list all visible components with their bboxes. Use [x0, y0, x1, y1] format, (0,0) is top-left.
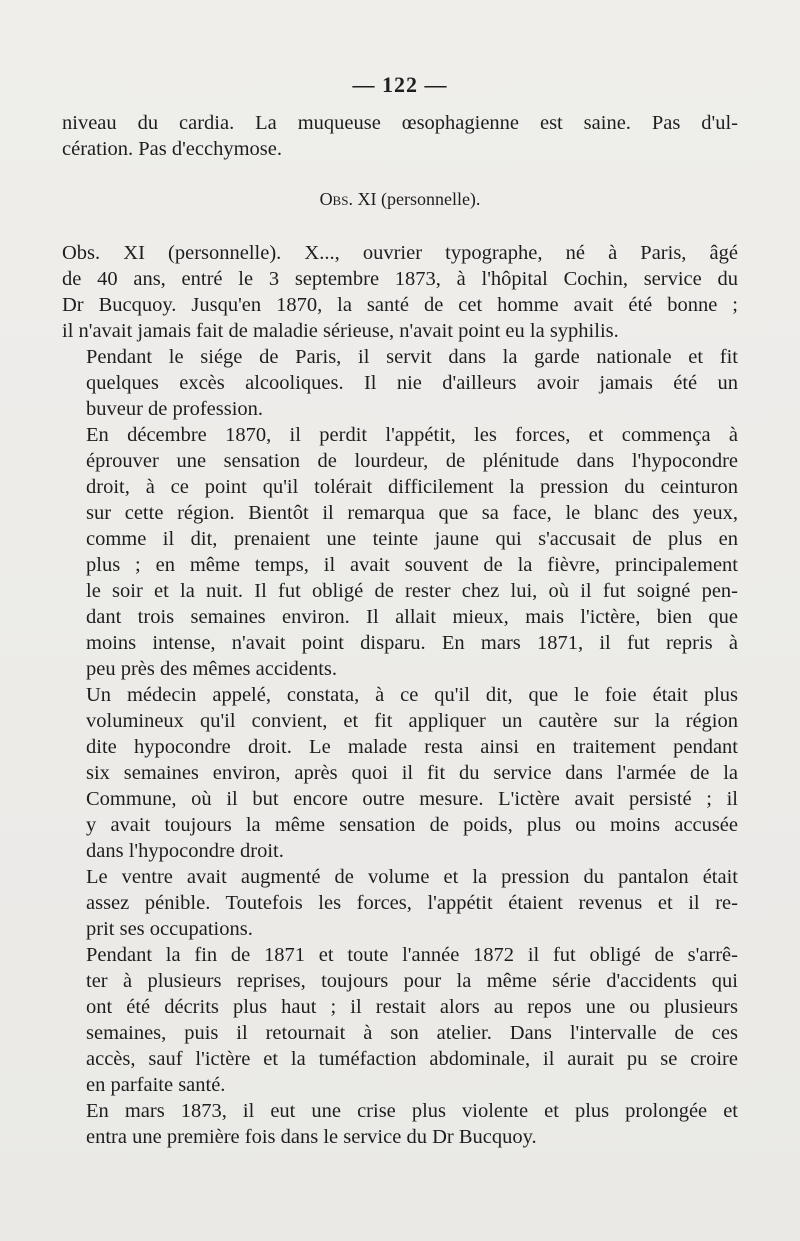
page-number: — 122 — — [352, 72, 448, 97]
text-line: dite hypocondre droit. Le malade resta ainsi en traitement pendant — [86, 736, 738, 758]
text-line: il n'avait jamais fait de maladie sérieuse, n'avait point eu la syphilis. — [62, 320, 619, 342]
text-line: ont été décrits plus haut ; il restait alors au repos une ou plusieurs — [86, 996, 738, 1018]
text-line: Le ventre avait augmenté de volume et la pression du pantalon était — [86, 866, 738, 888]
text-line: cération. Pas d'ecchymose. — [62, 138, 283, 160]
text-line: assez pénible. Toutefois les forces, l'appétit étaient revenus et il re- — [86, 892, 738, 914]
text-line: En mars 1873, il eut une crise plus violente et plus prolongée et — [86, 1100, 738, 1122]
text-line: éprouver une sensation de lourdeur, de plénitude dans l'hypocondre — [86, 450, 738, 472]
observation-heading — [0, 189, 800, 210]
text-line: volumineux qu'il convient, et fit appliquer un cautère sur la région — [86, 710, 738, 732]
text-line: six semaines environ, après quoi il fit du service dans l'armée de la — [86, 762, 738, 784]
text-line: En décembre 1870, il perdit l'appétit, les forces, et commença à — [86, 424, 738, 446]
heading-obs: Obs. XI — [319, 189, 377, 209]
paragraph — [62, 682, 738, 864]
text-line: Pendant le siége de Paris, il servit dans la garde nationale et fit — [86, 346, 738, 368]
paragraph — [62, 422, 738, 682]
text-line: comme il dit, prenaient une teinte jaune qui s'accusait de plus en — [86, 528, 738, 550]
text-line: prit ses occupations. — [86, 918, 253, 940]
text-line: semaines, puis il retournait à son atelier. Dans l'intervalle de ces — [86, 1022, 738, 1044]
text-line: quelques excès alcooliques. Il nie d'ailleurs avoir jamais été un — [86, 372, 738, 394]
text-line: entra une première fois dans le service du Dr Bucquoy. — [86, 1126, 537, 1148]
text-line: dant trois semaines environ. Il allait mieux, mais l'ictère, bien que — [86, 606, 738, 628]
text-line: de 40 ans, entré le 3 septembre 1873, à l'hôpital Cochin, service du — [62, 268, 738, 290]
paragraph — [62, 942, 738, 1098]
text-line: moins intense, n'avait point disparu. En mars 1871, il fut repris à — [86, 632, 738, 654]
text-line: en parfaite santé. — [86, 1074, 226, 1096]
text-line: peu près des mêmes accidents. — [86, 658, 338, 680]
text-line: Commune, où il but encore outre mesure. L'ictère avait persisté ; il — [86, 788, 738, 810]
text-line: y avait toujours la même sensation de poids, plus ou moins accusée — [86, 814, 738, 836]
text-line: Un médecin appelé, constata, à ce qu'il dit, que le foie était plus — [86, 684, 738, 706]
text-line: dans l'hypocondre droit. — [86, 840, 284, 862]
paragraph — [62, 1098, 738, 1150]
paragraph — [62, 240, 738, 344]
text-line: le soir et la nuit. Il fut obligé de rester chez lui, où il fut soigné pen- — [86, 580, 738, 602]
paragraph — [62, 864, 738, 942]
text-line: sur cette région. Bientôt il remarqua que sa face, le blanc des yeux, — [86, 502, 738, 524]
text-line: Pendant la fin de 1871 et toute l'année 1872 il fut obligé de s'arrê- — [86, 944, 738, 966]
heading-rest: (personnelle). — [376, 189, 481, 209]
text-line: droit, à ce point qu'il tolérait difficilement la pression du ceinturon — [86, 476, 738, 498]
paragraph — [62, 344, 738, 422]
text-line: Dr Bucquoy. Jusqu'en 1870, la santé de cet homme avait été bonne ; — [62, 294, 738, 316]
text-line: Obs. XI (personnelle). X..., ouvrier typographe, né à Paris, âgé — [62, 242, 738, 264]
continued-text — [62, 110, 738, 162]
text-line: accès, sauf l'ictère et la tuméfaction abdominale, il aurait pu se croire — [86, 1048, 738, 1070]
text-line: ter à plusieurs reprises, toujours pour la même série d'accidents qui — [86, 970, 738, 992]
text-line: niveau du cardia. La muqueuse œsophagienne est saine. Pas d'ul- — [62, 112, 738, 134]
observation-body — [62, 240, 738, 1150]
text-line: buveur de profession. — [86, 398, 264, 420]
text-line: plus ; en même temps, il avait souvent de la fièvre, principalement — [86, 554, 738, 576]
